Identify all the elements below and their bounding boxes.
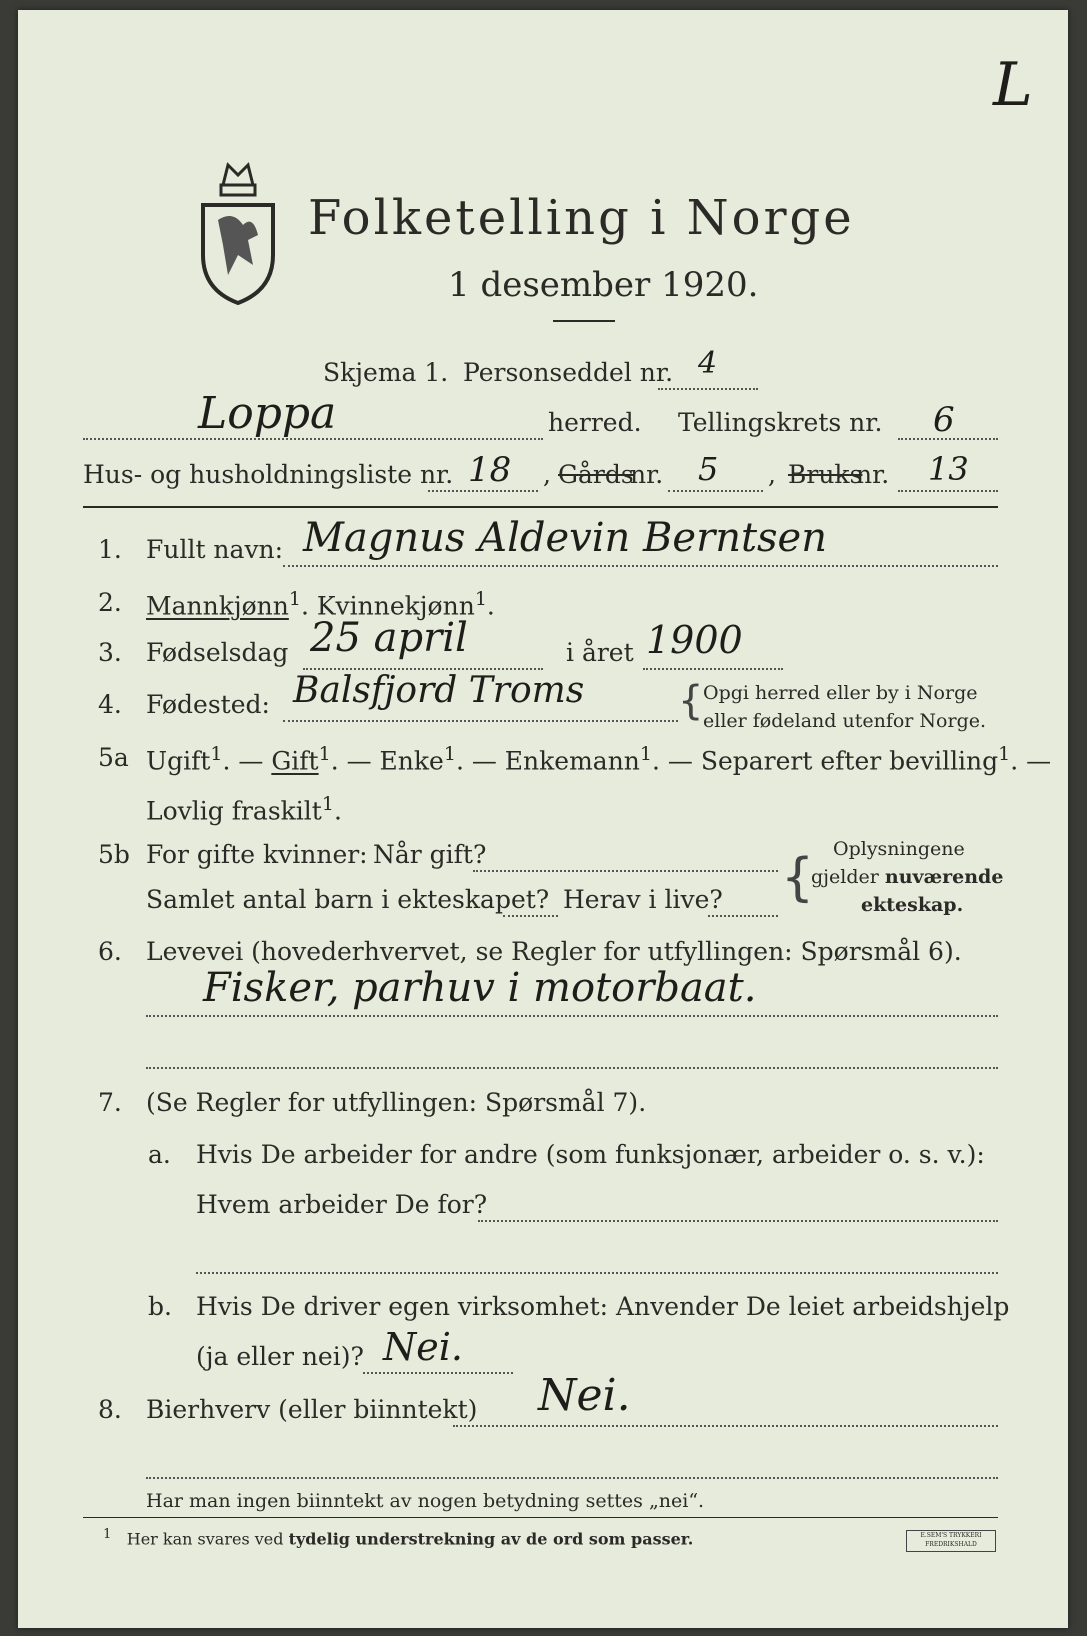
q4-line: [283, 720, 678, 722]
form-title: Folketelling i Norge: [308, 190, 855, 246]
herred-value: Loppa: [198, 388, 337, 439]
q5b-note-3: ekteskap.: [861, 894, 964, 916]
q7-label: (Se Regler for utfyllingen: Spørsmål 7).: [146, 1088, 647, 1117]
footer-rule: [83, 1517, 998, 1518]
q7b-line: [363, 1372, 513, 1374]
gards-nr: nr.: [630, 460, 664, 489]
bruks-value: 13: [928, 450, 969, 488]
q8-value: Nei.: [538, 1370, 631, 1421]
skjema-label: Skjema 1.: [323, 358, 449, 387]
personseddel-value: 4: [698, 346, 718, 381]
q7a-question: Hvem arbeider De for?: [196, 1190, 488, 1219]
header-rule: [83, 506, 998, 508]
q8-label: Bierhverv (eller biinntekt): [146, 1395, 478, 1424]
q4-value: Balsfjord Troms: [293, 670, 585, 711]
q5b-alive-line: [708, 915, 778, 917]
q7-number: 7.: [98, 1088, 122, 1117]
q6-number: 6.: [98, 937, 122, 966]
q5b-brace: {: [781, 848, 815, 908]
footnote: $^1$ Her kan svares ved tydelig understrekning av de ord som passer.: [103, 1527, 694, 1549]
bruks-comma: ,: [768, 460, 776, 489]
q4-label: Fødested:: [146, 690, 270, 719]
q5b-label-4: Herav i live?: [563, 885, 723, 914]
q1-line: [283, 565, 998, 567]
gards-line: [668, 490, 763, 492]
q5a-line-2: Lovlig fraskilt$^1$.: [146, 793, 342, 826]
printer-stamp: E.SEM'S TRYKKERI FREDRIKSHALD: [906, 1530, 996, 1552]
q5b-label-2: Når gift?: [373, 840, 487, 869]
q3-year-label: i året: [566, 638, 634, 667]
q5b-note-2: gjelder nuværende: [811, 866, 1004, 888]
hus-label: Hus- og husholdningsliste nr.: [83, 460, 454, 489]
q5b-label-1: For gifte kvinner:: [146, 840, 368, 869]
herred-label: herred.: [548, 408, 642, 437]
q5b-number: 5b: [98, 840, 130, 869]
q7a-line-2: [196, 1272, 998, 1274]
q5b-note-1: Oplysningene: [833, 838, 965, 860]
q8-line-2: [146, 1477, 998, 1479]
q2-kvinne: Kvinnekjønn: [316, 591, 475, 621]
gards-comma: ,: [543, 460, 551, 489]
tellingskrets-label: Tellingskrets nr.: [678, 408, 883, 437]
q4-note-2: eller fødeland utenfor Norge.: [703, 710, 987, 732]
q3-value: 25 april: [310, 615, 468, 661]
q8-line-1: [453, 1425, 998, 1427]
corner-mark: L: [993, 50, 1033, 120]
q7b-letter: b.: [148, 1292, 172, 1321]
gards-value: 5: [698, 450, 719, 488]
hus-value: 18: [468, 450, 512, 490]
hus-line: [428, 490, 538, 492]
q7a-letter: a.: [148, 1140, 171, 1169]
tellingskrets-value: 6: [933, 400, 955, 440]
census-form: [18, 10, 1068, 1628]
q3-year-value: 1900: [646, 618, 743, 662]
q4-brace: {: [678, 678, 704, 724]
q7a-line-1: [478, 1220, 998, 1222]
personseddel-label: Personseddel nr.: [463, 358, 674, 387]
personseddel-line: [658, 388, 758, 390]
bruks-line: [898, 490, 998, 492]
footer-note: Har man ingen biinntekt av nogen betydning settes „nei“.: [146, 1490, 705, 1512]
bruks-nr: nr.: [856, 460, 890, 489]
q5b-children-line: [503, 915, 558, 917]
title-divider: [553, 320, 615, 322]
q4-note-1: Opgi herred eller by i Norge: [703, 682, 978, 704]
form-date: 1 desember 1920.: [448, 265, 759, 305]
bruks-label: Bruks: [788, 460, 863, 489]
gards-label: Gårds: [558, 460, 634, 489]
q6-line-2: [146, 1067, 998, 1069]
q3-label: Fødselsdag: [146, 638, 289, 667]
q7b-text: Hvis De driver egen virksomhet: Anvender De leiet arbeidshjelp: [196, 1292, 1010, 1321]
q5a-number: 5a: [98, 743, 129, 772]
q5a-options: Ugift$^1$. — Gift$^1$. — Enke$^1$. — Enkemann$^1$. — Separert efter bevilling$^1$. —: [146, 743, 1052, 776]
q7b-value: Nei.: [383, 1325, 463, 1369]
coat-of-arms-icon: [193, 145, 283, 305]
q1-label: Fullt navn:: [146, 535, 284, 564]
q3-year-line: [643, 668, 783, 670]
q2-mann: Mannkjønn: [146, 591, 289, 621]
q2-number: 2.: [98, 588, 122, 617]
q4-number: 4.: [98, 690, 122, 719]
q6-label: Levevei (hovederhvervet, se Regler for utfyllingen: Spørsmål 6).: [146, 937, 962, 966]
q7b-question: (ja eller nei)?: [196, 1342, 364, 1371]
q7a-text: Hvis De arbeider for andre (som funksjonær, arbeider o. s. v.):: [196, 1140, 985, 1169]
q3-number: 3.: [98, 638, 122, 667]
q5b-label-3: Samlet antal barn i ekteskapet?: [146, 885, 550, 914]
q5b-when-line: [473, 870, 778, 872]
q1-number: 1.: [98, 535, 122, 564]
q2-options: Mannkjønn$^1$. Kvinnekjønn$^1$.: [146, 588, 495, 621]
q6-line-1: [146, 1015, 998, 1017]
q8-number: 8.: [98, 1395, 122, 1424]
q1-value: Magnus Aldevin Berntsen: [303, 515, 827, 561]
q6-value: Fisker, parhuv i motorbaat.: [203, 965, 757, 1011]
